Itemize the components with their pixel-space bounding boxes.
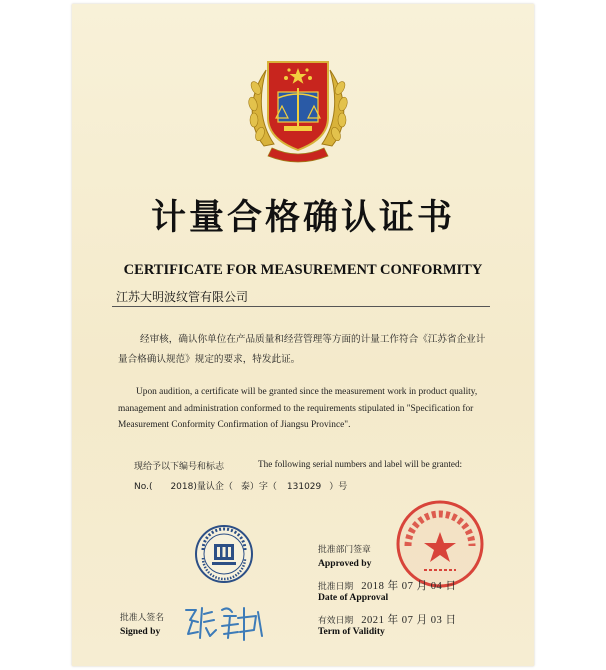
statement-en: Upon audition, a certificate will be granted since the measurement work in product quality, management and administration conformed to the requirements stipulated in "Specification for Measurement Conformity Confirmation of Jiangsu Province". — [118, 387, 478, 430]
approval-date-row — [318, 574, 457, 593]
valid-date-value: 2021 年 07 月 03 日 — [361, 615, 457, 626]
approved-by-label: Approved by — [318, 558, 372, 569]
approval-date-label: 批准日期 — [318, 582, 354, 592]
measurement-conformity-seal-icon — [194, 524, 254, 584]
handwritten-signature-icon — [180, 600, 268, 644]
number-mid1: )量认企（ — [193, 482, 233, 492]
date-of-approval-label: Date of Approval — [318, 592, 389, 603]
number-mid2: ）字（ — [249, 482, 277, 492]
number-province: 泰 — [240, 482, 250, 492]
signer-label-cn: 批准人签名 — [120, 613, 164, 623]
number-code: 131029 — [286, 482, 322, 492]
valid-date-row — [318, 608, 457, 627]
certificate — [72, 4, 534, 666]
approving-dept-label: 批准部门签章 — [318, 545, 371, 555]
national-emblem-icon — [244, 48, 352, 164]
number-year: 2018 — [170, 482, 194, 492]
number-prefix: No.( — [134, 482, 153, 492]
certificate-title-cn: 计量合格确认证书 — [150, 198, 455, 238]
company-underline — [112, 306, 490, 307]
statement-cn: 经审核，确认你单位在产品质量和经营管理等方面的计量工作符合《江苏省企业计量合格确认规范》规定的要求，特发此证。 — [118, 334, 486, 365]
valid-date-label: 有效日期 — [318, 616, 354, 626]
certificate-title-en: CERTIFICATE FOR MEASUREMENT CONFORMITY — [123, 262, 483, 278]
approval-date-value: 2018 年 07 月 04 日 — [361, 581, 457, 592]
term-of-validity-label: Term of Validity — [318, 626, 385, 637]
serial-label-en: The following serial numbers and label will be granted: — [258, 459, 463, 469]
certificate-number — [134, 479, 347, 492]
serial-label-cn: 现给予以下编号和标志 — [134, 462, 225, 472]
company-name: 江苏大明波纹管有限公司 — [116, 290, 249, 304]
number-suffix: ）号 — [329, 482, 348, 492]
signer-label-en: Signed by — [120, 626, 161, 637]
